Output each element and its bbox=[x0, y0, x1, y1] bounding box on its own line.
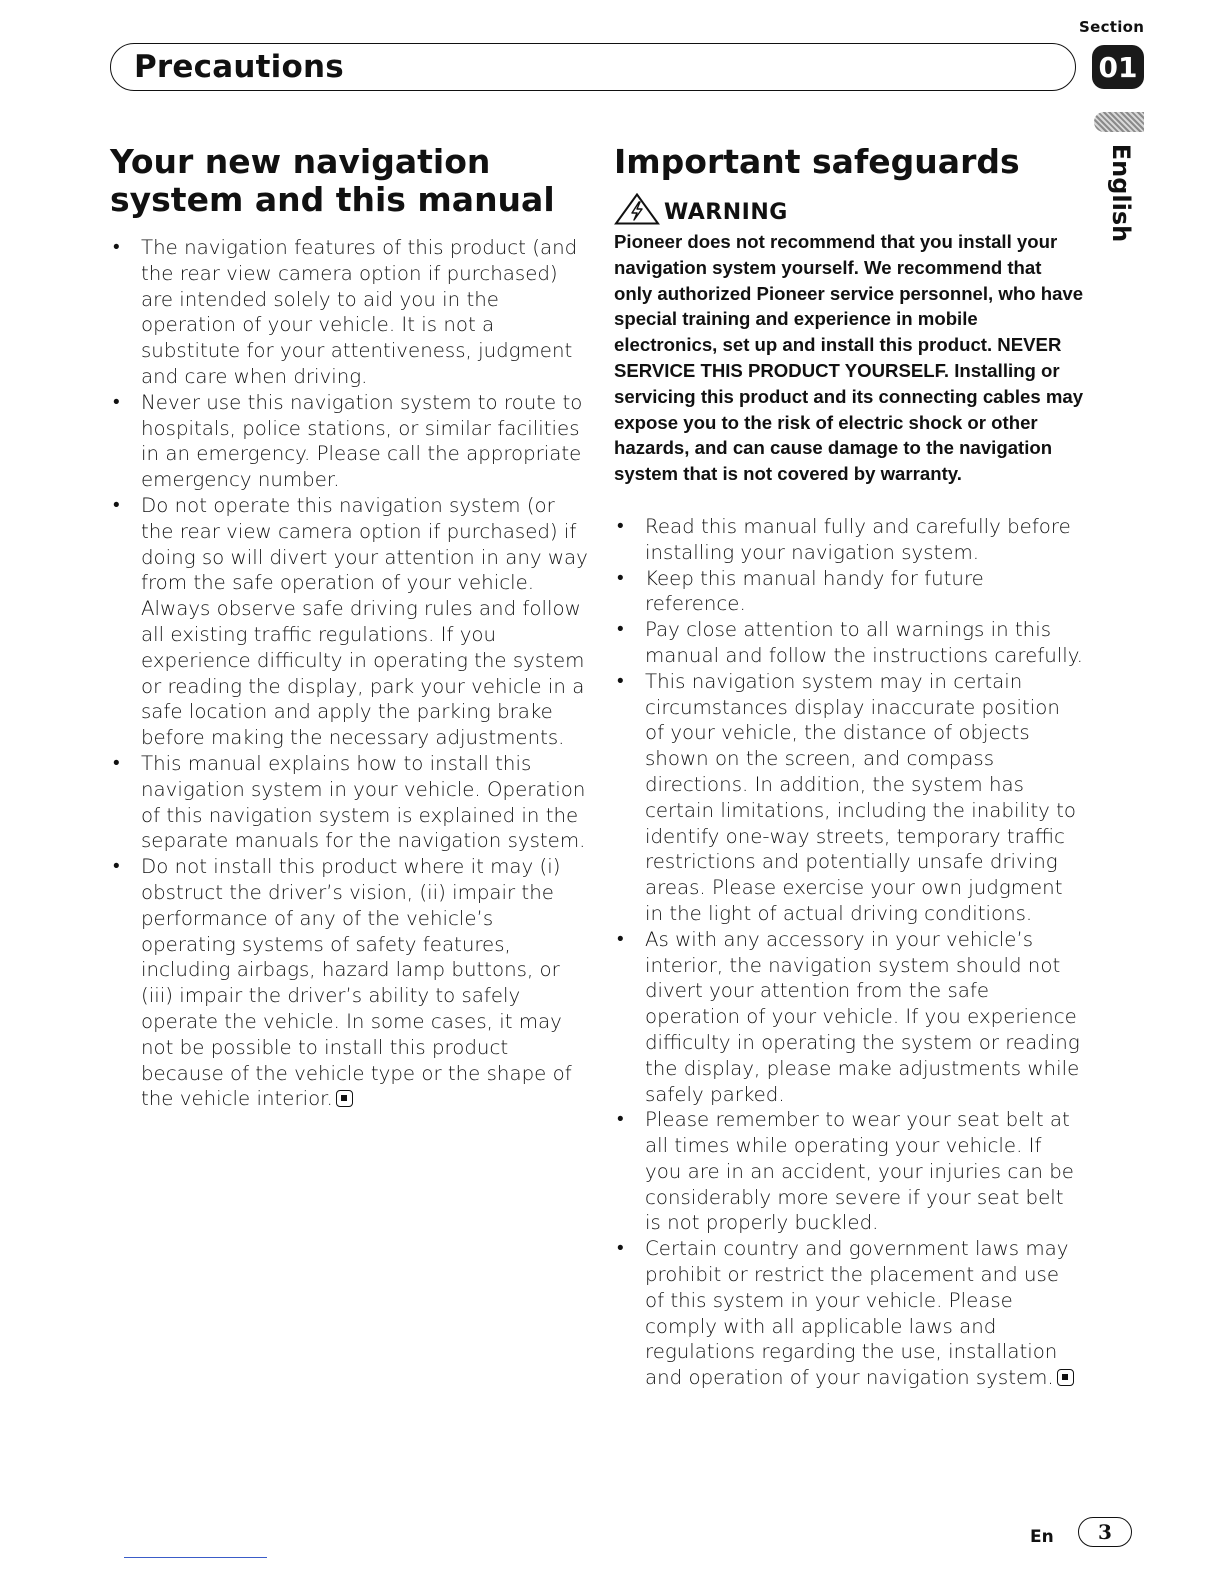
section-heading-new-system: Your new navigation system and this manual bbox=[110, 142, 555, 219]
list-item: • Please remember to wear your seat belt at all times while operating your vehicle. If you are in an accident, your injuries can be considerably more severe if your seat belt is not properly buckled. bbox=[614, 1107, 1084, 1236]
list-item: • As with any accessory in your vehicle’s interior, the navigation system should not divert your attention from the safe operation of your vehicle. If you experience difficulty in operating the system or reading the display, please make adjustments while safely parked. bbox=[614, 927, 1084, 1108]
warning-triangle-icon bbox=[614, 193, 660, 225]
page-number: 3 bbox=[1078, 1517, 1132, 1547]
page-title: Precautions bbox=[134, 49, 344, 85]
list-item: • Never use this navigation system to route to hospitals, police stations, or similar facilities in an emergency. Please call the appropriate emergency number. bbox=[110, 390, 590, 493]
warning-text: Pioneer does not recommend that you install your navigation system yourself. We recommend that only authorized Pioneer service personnel, who have special training and experience in mobile electronics, set up and install this product. NEVER SERVICE THIS PRODUCT YOURSELF. Installing or servicing this product and its connecting cables may expose you to the risk of electric shock or other hazards, and can cause damage to the navigation system that is not covered by warranty. bbox=[614, 231, 1084, 485]
bottom-rule bbox=[124, 1557, 267, 1558]
list-item: • Do not install this product where it may (i) obstruct the driver’s vision, (ii) impair the performance of any of the vehicle’s operating systems of safety features, including airbags, hazard lamp buttons, or (iii) impair the driver’s ability to safely operate the vehicle. In some cases, it may not be possible to install this product because of the vehicle type or the shape of the vehicle interior. bbox=[110, 854, 590, 1112]
list-item: • Keep this manual handy for future reference. bbox=[614, 566, 1084, 618]
section-heading-safeguards: Important safeguards bbox=[614, 142, 1020, 181]
list-item: • Read this manual fully and carefully before installing your navigation system. bbox=[614, 514, 1084, 566]
left-column bbox=[110, 143, 590, 1112]
footer-language-code: En bbox=[1030, 1527, 1054, 1547]
language-tab bbox=[1104, 138, 1138, 248]
list-item: • Pay close attention to all warnings in this manual and follow the instructions carefully. bbox=[614, 617, 1084, 669]
list-item: • Do not operate this navigation system (or the rear view camera option if purchased) if doing so will divert your attention in any way from the safe operation of your vehicle. Always observe safe driving rules and follow all existing traffic regulations. If you experience difficulty in operating the system or reading the display, park your vehicle in a safe location and apply the parking brake before making the necessary adjustments. bbox=[110, 493, 590, 751]
language-tab-marker bbox=[1094, 112, 1144, 132]
end-of-section-icon bbox=[1057, 1369, 1074, 1386]
list-item: • This navigation system may in certain circumstances display inaccurate position of your vehicle, the distance of objects shown on the screen, and compass directions. In addition, the system has certain limitations, including the inability to identify one-way streets, temporary traffic restrictions and potentially unsafe driving areas. Please exercise your own judgment in the light of actual driving conditions. bbox=[614, 669, 1084, 927]
list-item: • This manual explains how to install this navigation system in your vehicle. Operation of this navigation system is explained in the separate manuals for the navigation system. bbox=[110, 751, 590, 854]
section-label: Section bbox=[1079, 18, 1145, 36]
section-number-badge: 01 bbox=[1092, 45, 1144, 89]
right-bullet-list bbox=[614, 514, 1084, 1391]
end-of-section-icon bbox=[336, 1090, 353, 1107]
warning-header bbox=[614, 193, 1084, 225]
language-tab-label: English bbox=[1107, 143, 1136, 243]
warning-label: WARNING bbox=[664, 200, 788, 225]
right-column bbox=[614, 143, 1084, 1391]
list-item: • Certain country and government laws may prohibit or restrict the placement and use of this system in your vehicle. Please comply with all applicable laws and regulations regarding the use, installation and operation of your navigation system. bbox=[614, 1236, 1084, 1391]
list-item: • The navigation features of this product (and the rear view camera option if purchased) are intended solely to aid you in the operation of your vehicle. It is not a substitute for your attentiveness, judgment and care when driving. bbox=[110, 235, 590, 390]
left-bullet-list bbox=[110, 235, 590, 1112]
